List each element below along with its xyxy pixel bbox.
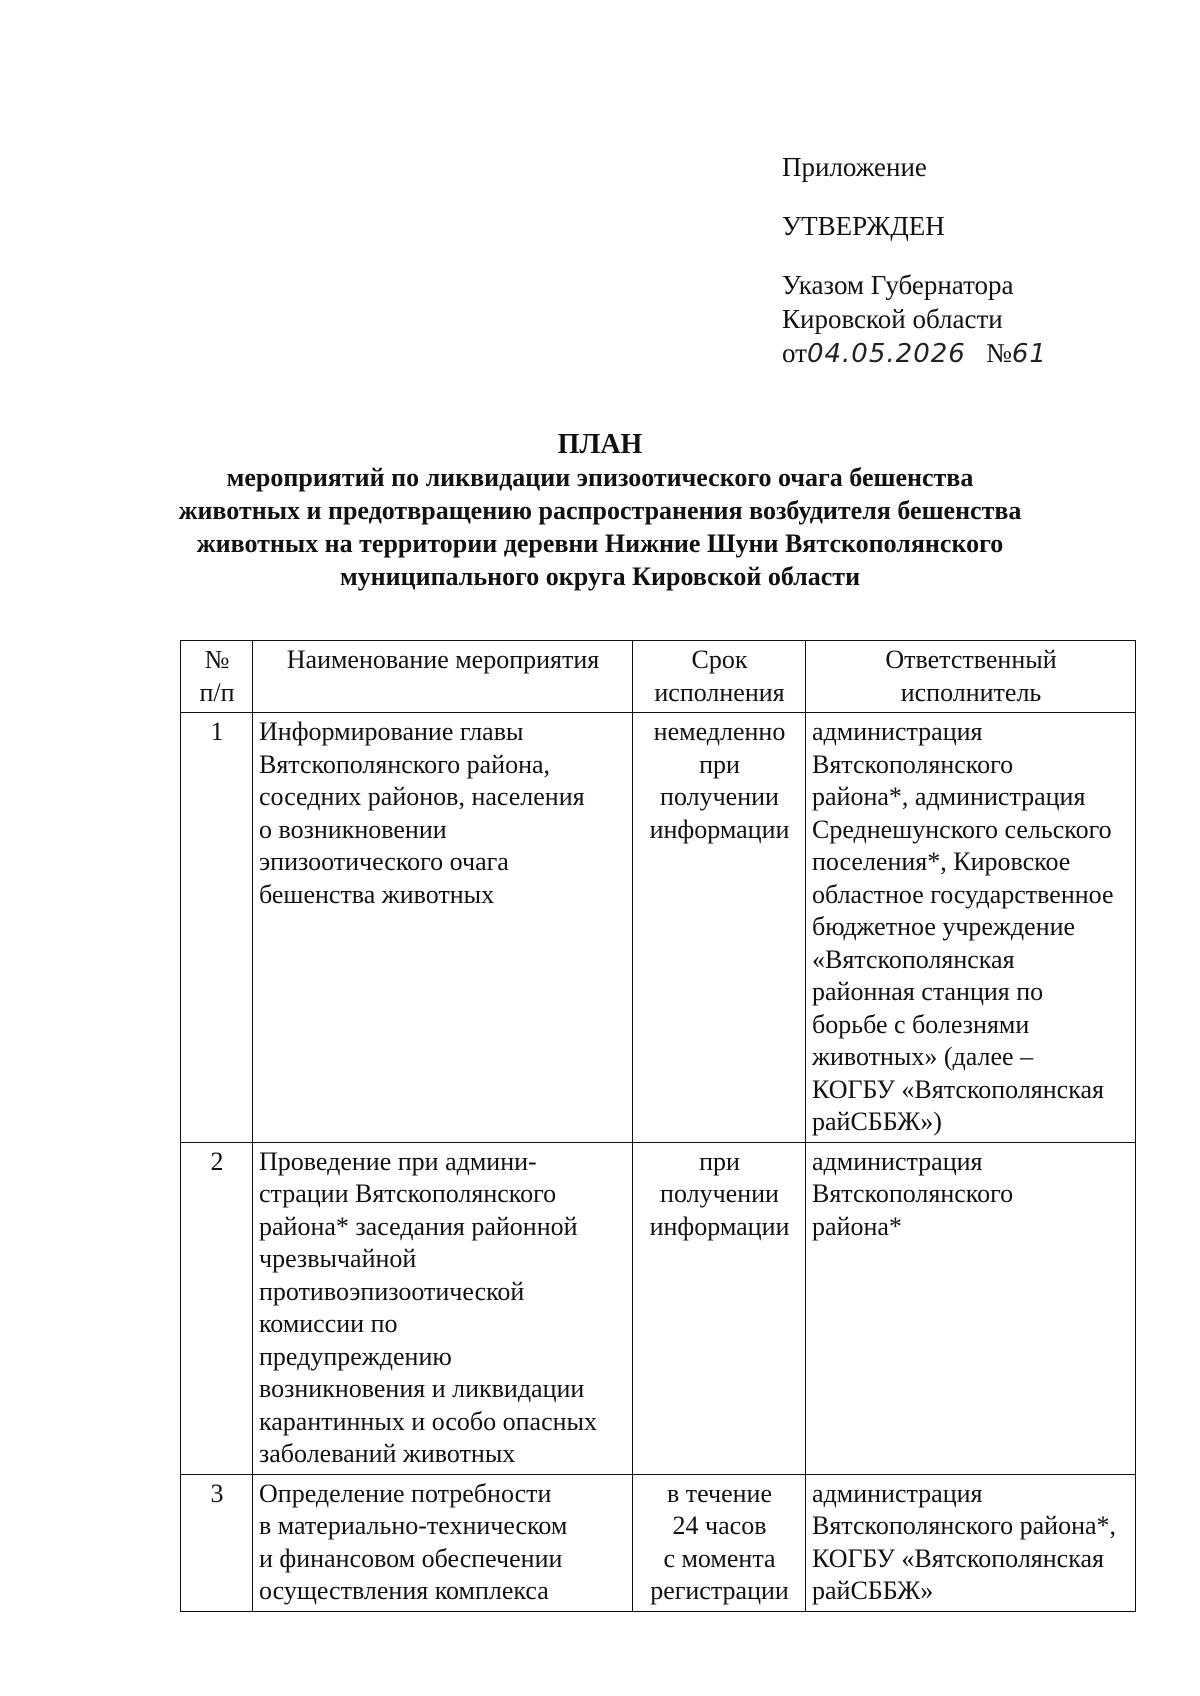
row-term: в течение 24 часов с момента регистрации <box>633 1474 806 1611</box>
row-name: Информирование главы Вятскополянского района, соседних районов, населения о возникновении эпизоотического очага бешенства животных <box>253 713 633 1143</box>
approved-by-line-2: Кировской области <box>782 304 1003 334</box>
row-num: 1 <box>181 713 253 1143</box>
row-term: при получении информации <box>633 1142 806 1474</box>
row-responsible: администрация Вятскополянского района* <box>806 1142 1136 1474</box>
handwritten-number: 61 <box>1011 339 1047 369</box>
title-line-3: животных на территории деревни Нижние Шуни Вятскополянского <box>196 529 1004 558</box>
title-line-1: мероприятий по ликвидации эпизоотического очага бешенства <box>226 463 974 492</box>
approval-stamp-block <box>782 150 1047 371</box>
handwritten-date: 04.05.2026 <box>806 339 966 369</box>
header-num: № п/п <box>181 641 253 713</box>
title-line-2: животных и предотвращению распространения возбудителя бешенства <box>178 496 1022 525</box>
header-term: Срок исполнения <box>633 641 806 713</box>
plan-table <box>180 640 1136 1612</box>
row-responsible: администрация Вятскополянского района*, КОГБУ «Вятскополянская райСББЖ» <box>806 1474 1136 1611</box>
row-num: 2 <box>181 1142 253 1474</box>
table-header-row <box>181 641 1136 713</box>
decree-date-line <box>782 336 1047 371</box>
table-row <box>181 713 1136 1143</box>
row-num: 3 <box>181 1474 253 1611</box>
title-line-4: муниципального округа Кировской области <box>339 562 861 591</box>
table-row <box>181 1142 1136 1474</box>
row-responsible: администрация Вятскополянского района*, администрация Среднешунского сельского поселения*, Кировское областное государственное бюджетное учреждение «Вятскополянская районная станция по борьбе с болезнями животных» (далее – КОГБУ «Вятскополянская райСББЖ») <box>806 713 1136 1143</box>
appendix-label: Приложение <box>782 152 927 182</box>
date-prefix: от <box>782 338 807 368</box>
row-name: Проведение при админи- страции Вятскополянского района* заседания районной чрезвычайной противоэпизоотической комиссии по предупреждению возникновения и ликвидации карантинных и особо опасных заболеваний животных <box>253 1142 633 1474</box>
header-responsible: Ответственный исполнитель <box>806 641 1136 713</box>
approved-label: УТВЕРЖДЕН <box>782 211 945 241</box>
header-name: Наименование мероприятия <box>253 641 633 713</box>
title-main: ПЛАН <box>557 429 643 460</box>
table-row <box>181 1474 1136 1611</box>
document-title <box>130 428 1070 593</box>
row-name: Определение потребности в материально-техническом и финансовом обеспечении осуществления комплекса <box>253 1474 633 1611</box>
approved-by-line-1: Указом Губернатора <box>782 270 1014 300</box>
number-prefix: № <box>986 338 1012 368</box>
row-term: немедленно при получении информации <box>633 713 806 1143</box>
